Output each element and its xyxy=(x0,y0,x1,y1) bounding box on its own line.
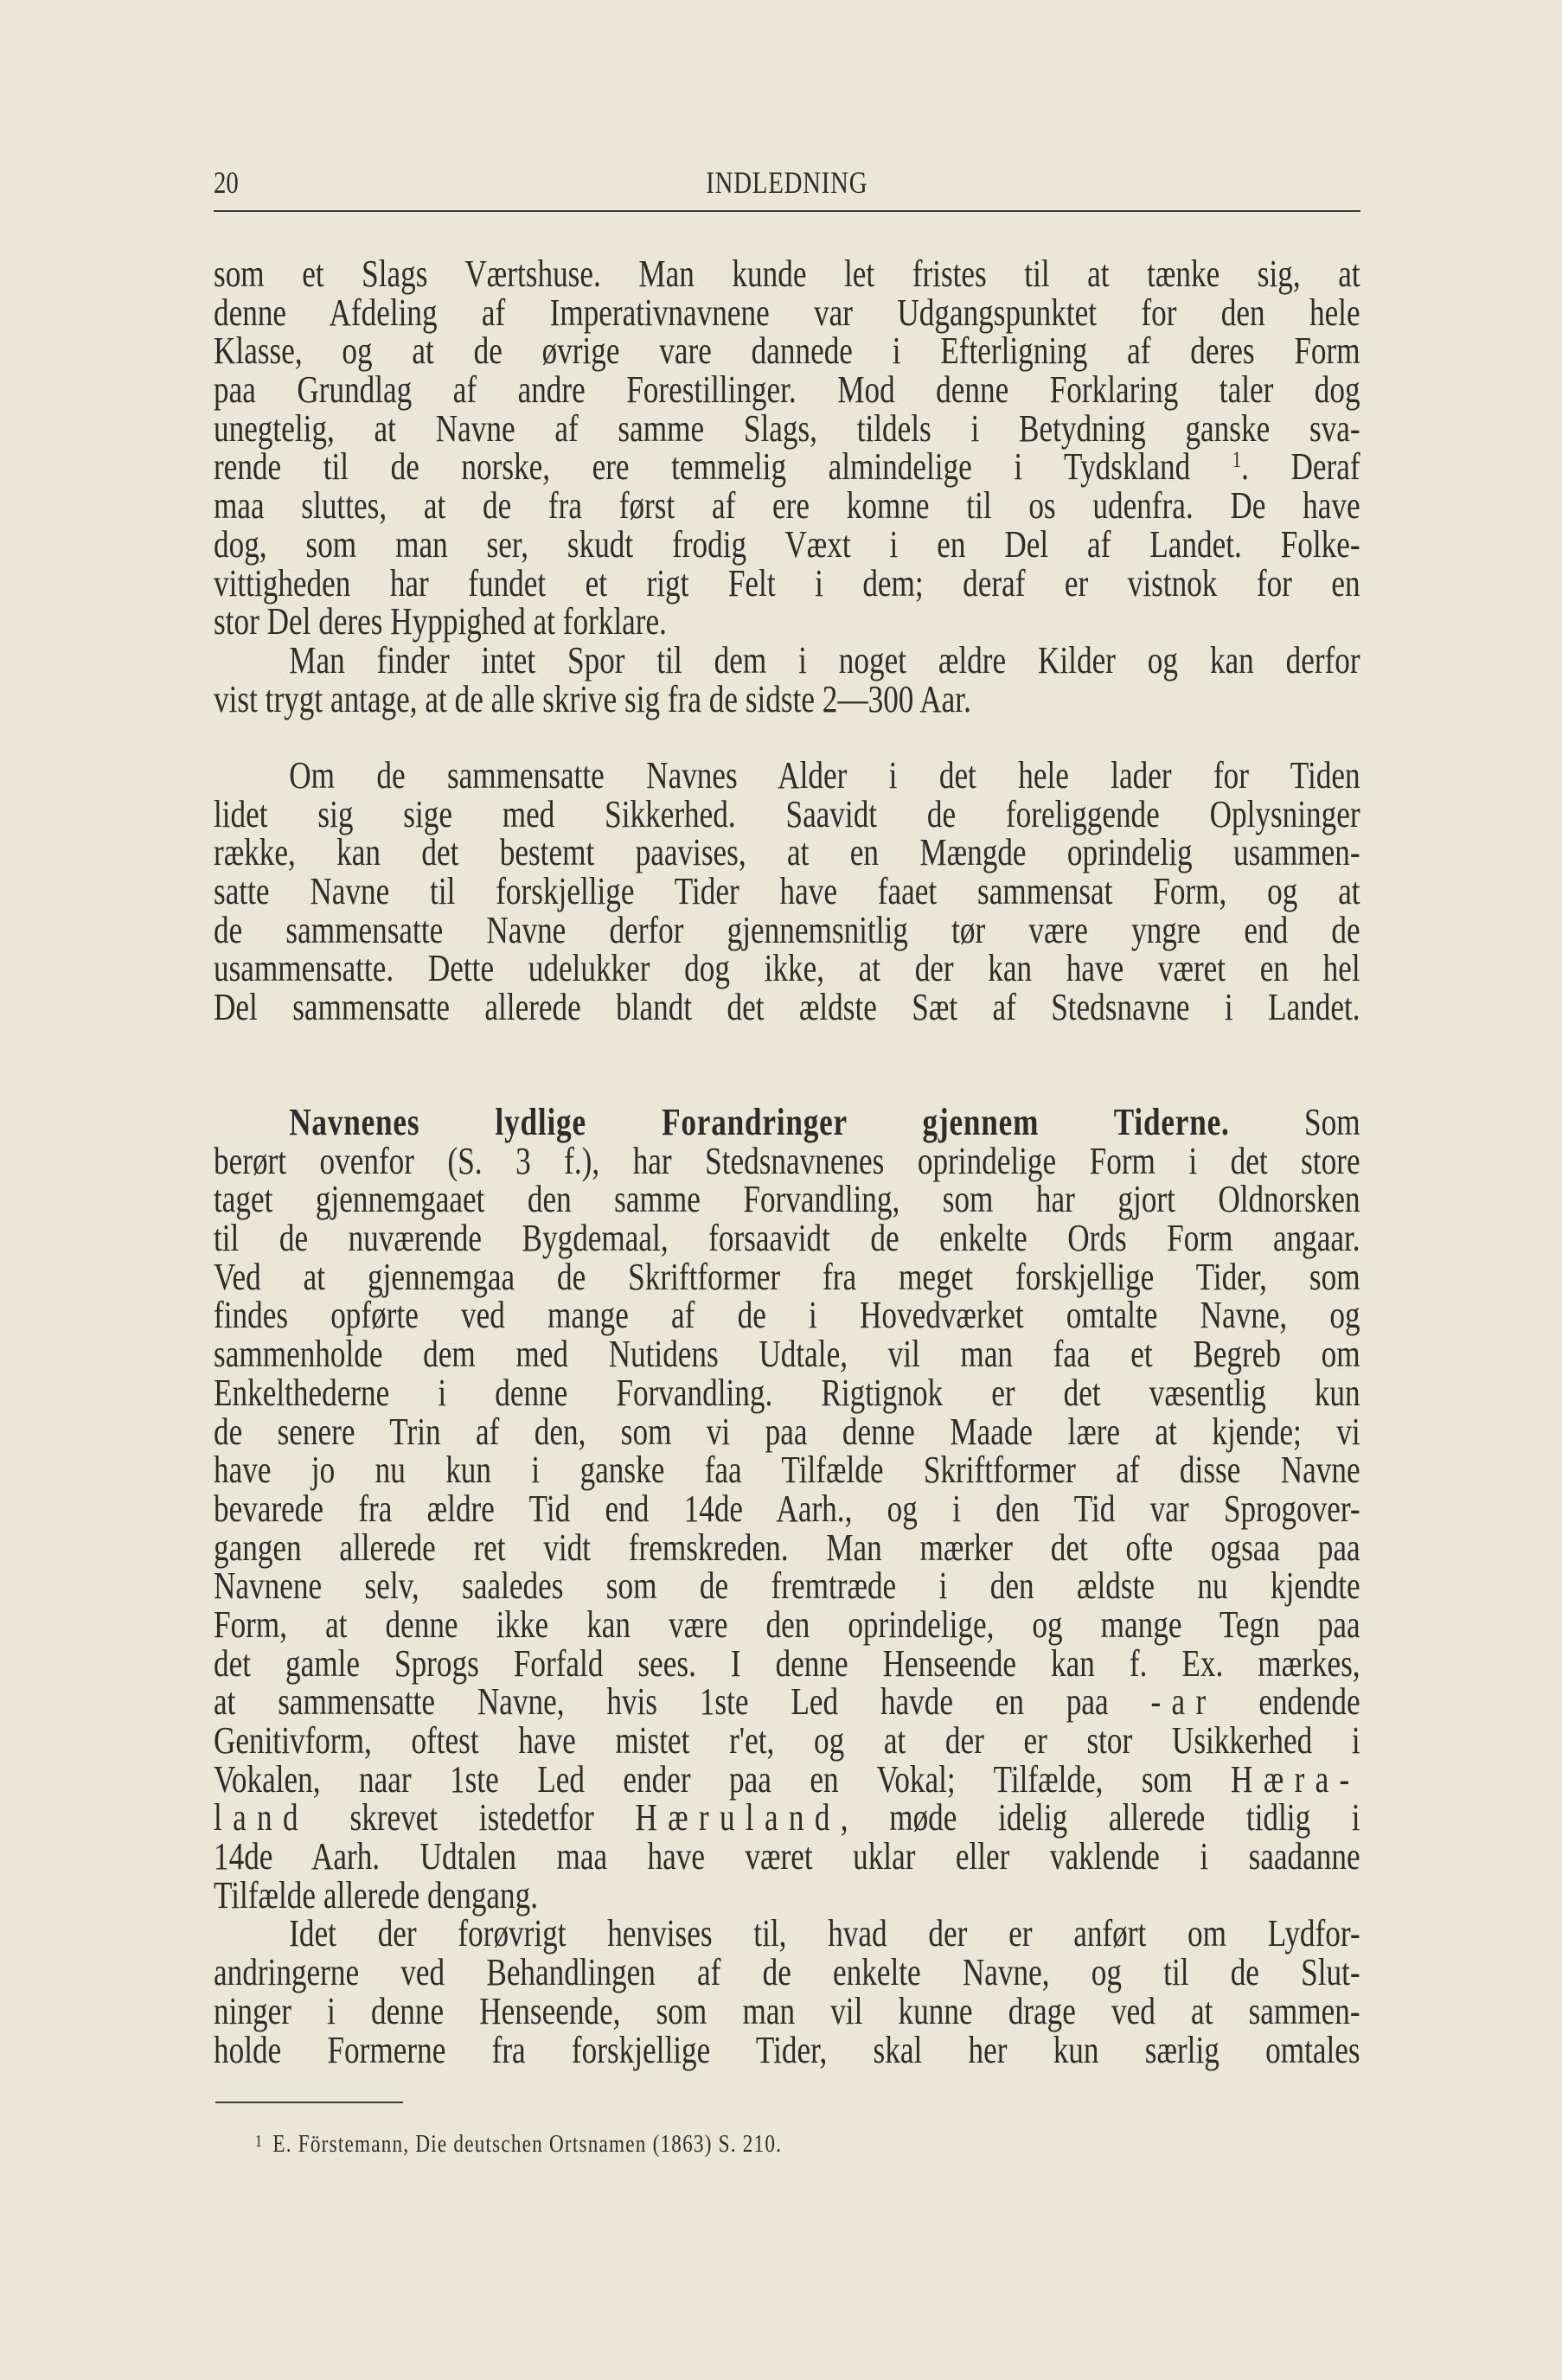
paragraph xyxy=(214,255,1360,642)
section-heading-paragraph xyxy=(214,1101,1360,1916)
footnote-marker: 1 xyxy=(255,2132,264,2151)
text-run: at sammensatte Navne, hvis 1ste Led havde en paa xyxy=(214,1680,1151,1724)
text-line: dog, som man ser, skudt frodig Væxt i en Del af Landet. Folke- xyxy=(214,522,1360,566)
text-line: vist trygt antage, at de alle skrive sig fra de sidste 2—300 Aar. xyxy=(214,677,971,720)
text-line: lidet sig sige med Sikkerhed. Saavidt de foreliggende Oplysninger xyxy=(214,792,1360,835)
text-line: bevarede fra ældre Tid end 14de Aarh., og i den Tid var Sprogover- xyxy=(214,1487,1360,1530)
text-line: Om de sammensatte Navnes Alder i det hele lader for Tiden xyxy=(289,754,1360,797)
section-heading: Navnenes lydlige Forandringer gjennem Tiderne. xyxy=(289,1101,1230,1143)
text-line: paa Grundlag af andre Forestillinger. Mod denne Forklaring taler dog xyxy=(214,368,1360,412)
text-line: stor Del deres Hyppighed at forklare. xyxy=(214,600,667,643)
text-section-3 xyxy=(214,1101,1360,2071)
spaced-word: Hæruland xyxy=(635,1796,841,1839)
text-line xyxy=(214,1101,1360,1143)
text-line: taget gjennemgaaet den samme Forvandling, som har gjort Oldnorsken xyxy=(214,1178,1360,1221)
text-line: andringerne ved Behandlingen af de enkelte Navne, og til de Slut- xyxy=(214,1951,1360,1994)
text-line: Form, at denne ikke kan være den oprindelige, og mange Tegn paa xyxy=(214,1603,1360,1646)
text-line: Ved at gjennemgaa de Skriftformer fra meget forskjellige Tider, som xyxy=(214,1255,1360,1298)
text-line: satte Navne til forskjellige Tider have faaet sammensat Form, og at xyxy=(214,870,1360,913)
text-line: Idet der forøvrigt henvises til, hvad der er anført om Lydfor- xyxy=(289,1912,1360,1955)
text-line: sammenholde dem med Nutidens Udtale, vil man faa et Begreb om xyxy=(214,1333,1360,1376)
paragraph xyxy=(214,754,1360,1029)
text-line: 14de Aarh. Udtalen maa have været uklar eller vaklende i saadanne xyxy=(214,1835,1360,1878)
text-line: denne Afdeling af Imperativnavnene var Udgangspunktet for den hele xyxy=(214,291,1360,334)
footnote-text: E. Förstemann, Die deutschen Ortsnamen (1863) S. 210. xyxy=(272,2130,783,2158)
text-line: Enkelthederne i denne Forvandling. Rigtignok er det væsentlig kun xyxy=(214,1371,1360,1414)
footnote-rule xyxy=(215,2102,403,2103)
text-line: Tilfælde allerede dengang. xyxy=(214,1873,539,1916)
text-run: Som xyxy=(1229,1101,1360,1143)
running-title: INDLEDNING xyxy=(706,165,868,200)
text-line: have jo nu kun i ganske faa Tilfælde Skriftformer af disse Navne xyxy=(214,1449,1360,1492)
text-line: Navnene selv, saaledes som de fremtræde i den ældste nu kjendte xyxy=(214,1564,1360,1608)
text-line: holde Formerne fra forskjellige Tider, skal her kun særlig omtales xyxy=(214,2028,1360,2071)
text-line: findes opførte ved mange af de i Hovedværket omtalte Navne, og xyxy=(214,1294,1360,1337)
text-line: som et Slags Værtshuse. Man kunde let fristes til at tænke sig, at xyxy=(214,253,1360,295)
text-run: . Deraf xyxy=(1241,445,1360,489)
paragraph xyxy=(214,1912,1360,2071)
spaced-word: land xyxy=(214,1796,309,1839)
paragraph xyxy=(214,638,1360,720)
text-line xyxy=(214,1680,1360,1724)
text-line: usammensatte. Dette udelukker dog ikke, at der kan have været en hel xyxy=(214,947,1360,990)
text-line: unegtelig, at Navne af samme Slags, tildels i Betydning ganske sva- xyxy=(214,406,1360,450)
spaced-word: Hæra- xyxy=(1231,1757,1360,1801)
running-header xyxy=(214,163,1360,202)
text-line: Genitivform, oftest have mistet r'et, og at der er stor Usikkerhed i xyxy=(214,1719,1360,1762)
text-run: Vokalen, naar 1ste Led ender paa en Vokal; Tilfælde, som xyxy=(214,1757,1232,1801)
text-line: de senere Trin af den, som vi paa denne Maade lære at kjende; vi xyxy=(214,1410,1360,1453)
spaced-word: -ar xyxy=(1150,1680,1217,1724)
text-run: rende til de norske, ere temmelig almindelige i Tydskland xyxy=(214,445,1232,489)
text-section-1 xyxy=(214,255,1360,719)
text-line: til de nuværende Bygdemaal, forsaavidt de enkelte Ords Form angaar. xyxy=(214,1217,1360,1260)
text-line: maa sluttes, at de fra først af ere komne til os udenfra. De have xyxy=(214,484,1360,528)
header-rule xyxy=(214,210,1360,212)
text-run: endende xyxy=(1216,1680,1360,1724)
text-line xyxy=(214,445,1360,489)
text-line: ninger i denne Henseende, som man vil kunne drage ved at sammen- xyxy=(214,1989,1360,2032)
text-run: skrevet istedetfor xyxy=(308,1796,636,1839)
footnote xyxy=(214,2126,1402,2159)
text-line: Man finder intet Spor til dem i noget ældre Kilder og kan derfor xyxy=(289,638,1360,681)
text-line: berørt ovenfor (S. 3 f.), har Stedsnavnenes oprindelige Form i det store xyxy=(214,1139,1360,1182)
text-line xyxy=(214,1757,1360,1801)
page-number: 20 xyxy=(214,165,239,200)
text-section-2 xyxy=(214,754,1360,1029)
text-line xyxy=(214,1796,1360,1839)
text-line: Del sammensatte allerede blandt det ældste Sæt af Stedsnavne i Landet. xyxy=(214,986,1360,1029)
text-line: det gamle Sprogs Forfald sees. I denne Henseende kan f. Ex. mærkes, xyxy=(214,1641,1360,1685)
text-run: , møde idelig allerede tidlig i xyxy=(840,1796,1360,1839)
footnote-reference: 1 xyxy=(1232,447,1242,473)
text-line: gangen allerede ret vidt fremskreden. Man mærker det ofte ogsaa paa xyxy=(214,1526,1360,1569)
text-line: Klasse, og at de øvrige vare dannede i Efterligning af deres Form xyxy=(214,329,1360,373)
text-line: de sammensatte Navne derfor gjennemsnitlig tør være yngre end de xyxy=(214,908,1360,951)
text-line: vittigheden har fundet et rigt Felt i dem; deraf er vistnok for en xyxy=(214,561,1360,605)
text-line: række, kan det bestemt paavises, at en Mængde oprindelig usammen- xyxy=(214,831,1360,874)
